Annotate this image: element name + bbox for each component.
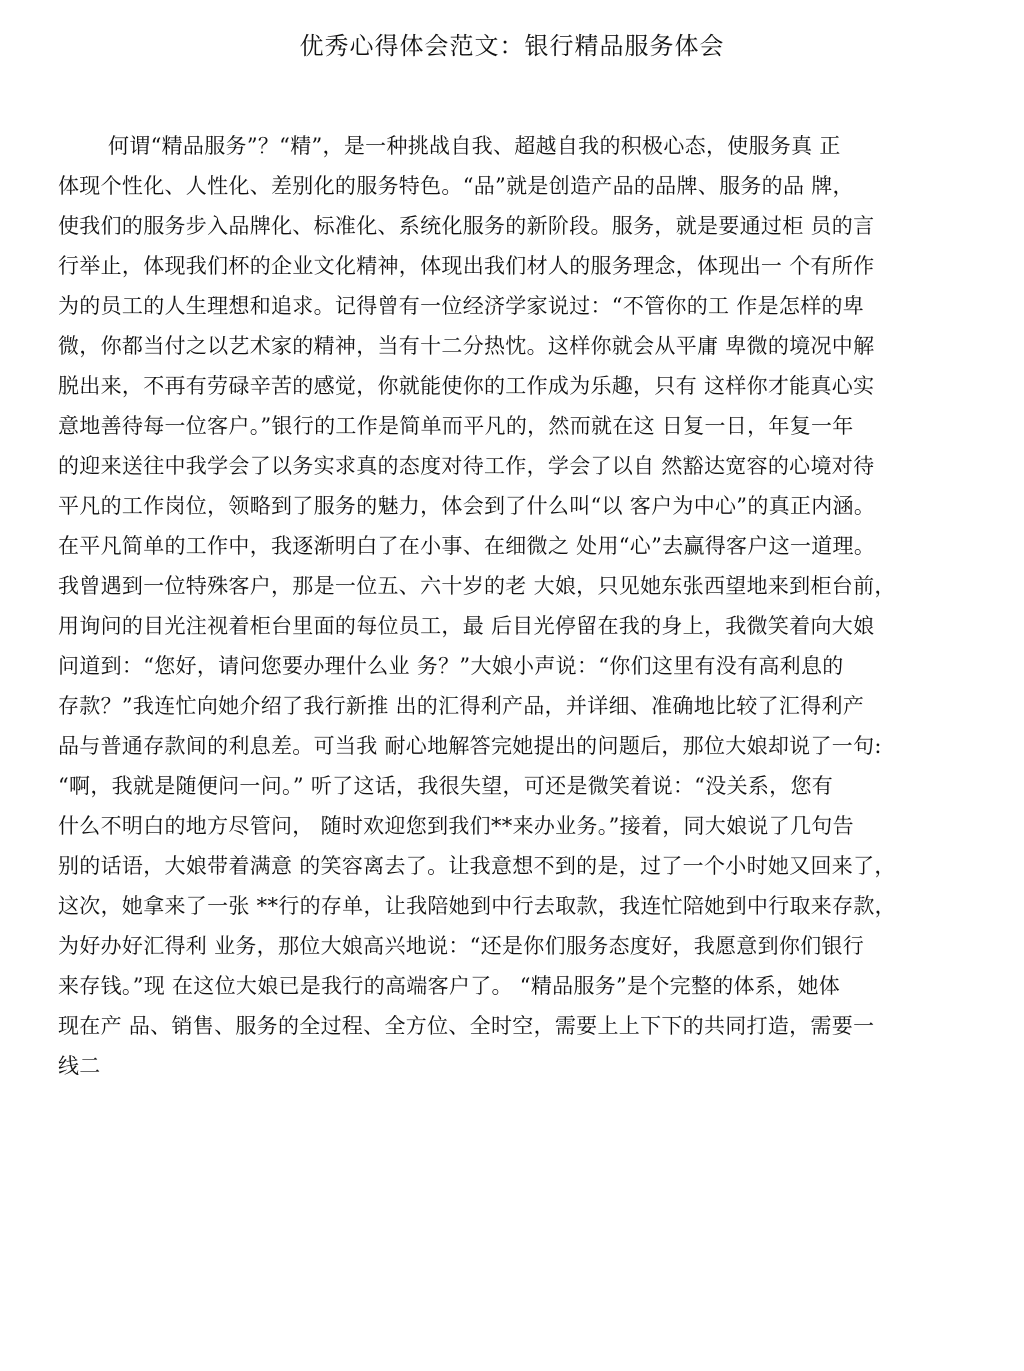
body-line: 问道到：“您好，请问您要办理什么业 务？”大娘小声说：“你们这里有没有高利息的 bbox=[58, 654, 844, 678]
body-line: 为的员工的人生理想和追求。记得曾有一位经济学家说过：“不管你的工 作是怎样的卑 bbox=[58, 294, 865, 318]
document-body bbox=[58, 126, 970, 1086]
document-title: 优秀心得体会范文：银行精品服务体会 bbox=[299, 32, 725, 60]
body-line: 脱出来，不再有劳碌辛苦的感觉，你就能使你的工作成为乐趣，只有 这样你才能真心实 bbox=[58, 374, 875, 398]
body-line: 品与普通存款间的利息差。可当我 耐心地解答完她提出的问题后，那位大娘却说了一句: bbox=[58, 734, 882, 758]
body-line: 为好办好汇得利 业务，那位大娘高兴地说：“还是你们服务态度好，我愿意到你们银行 bbox=[58, 934, 865, 958]
body-line: 现在产 品、销售、服务的全过程、全方位、全时空，需要上上下下的共同打造，需要一 bbox=[58, 1014, 875, 1038]
body-line: 的迎来送往中我学会了以务实求真的态度对待工作，学会了以自 然豁达宽容的心境对待 bbox=[58, 454, 875, 478]
body-line: 微，你都当付之以艺术家的精神，当有十二分热忱。这样你就会从平庸 卑微的境况中解 bbox=[58, 334, 875, 358]
body-line: 体现个性化、人性化、差别化的服务特色。“品”就是创造产品的品牌、服务的品 牌， bbox=[58, 174, 854, 198]
body-line: 我曾遇到一位特殊客户，那是一位五、六十岁的老 大娘，只见她东张西望地来到柜台前， bbox=[58, 574, 896, 598]
body-line: 平凡的工作岗位，领略到了服务的魅力，体会到了什么叫“以 客户为中心”的真正内涵。 bbox=[58, 494, 876, 518]
body-line: 什么不明白的地方尽管问， 随时欢迎您到我们**来办业务。”接着，同大娘说了几句告 bbox=[58, 814, 854, 838]
body-line: 这次，她拿来了一张 **行的存单，让我陪她到中行去取款，我连忙陪她到中行取来存款， bbox=[58, 894, 896, 918]
body-line: 别的话语，大娘带着满意 的笑容离去了。让我意想不到的是，过了一个小时她又回来了， bbox=[58, 854, 896, 878]
body-line: 来存钱。”现 在这位大娘已是我行的高端客户了。 “精品服务”是个完整的体系，她体 bbox=[58, 974, 841, 998]
body-line: 用询问的目光注视着柜台里面的每位员工，最 后目光停留在我的身上，我微笑着向大娘 bbox=[58, 614, 875, 638]
body-line: 意地善待每一位客户。”银行的工作是简单而平凡的，然而就在这 日复一日，年复一年 bbox=[58, 414, 854, 438]
body-line: “啊，我就是随便问一问。” 听了这话，我很失望，可还是微笑着说：“没关系，您有 bbox=[58, 774, 834, 798]
body-line: 何谓“精品服务”？“精”，是一种挑战自我、超越自我的积极心态，使服务真 正 bbox=[108, 134, 841, 158]
body-line: 使我们的服务步入品牌化、标准化、系统化服务的新阶段。服务，就是要通过柜 员的言 bbox=[58, 214, 875, 238]
body-line: 行举止，体现我们杯的企业文化精神，体现出我们材人的服务理念，体现出一 个有所作 bbox=[58, 254, 875, 278]
body-line: 存款？”我连忙向她介绍了我行新推 出的汇得利产品，并详细、准确地比较了汇得利产 bbox=[58, 694, 865, 718]
body-line: 线二 bbox=[58, 1054, 101, 1078]
body-line: 在平凡简单的工作中，我逐渐明白了在小事、在细微之 处用“心”去赢得客户这一道理。 bbox=[58, 534, 876, 558]
